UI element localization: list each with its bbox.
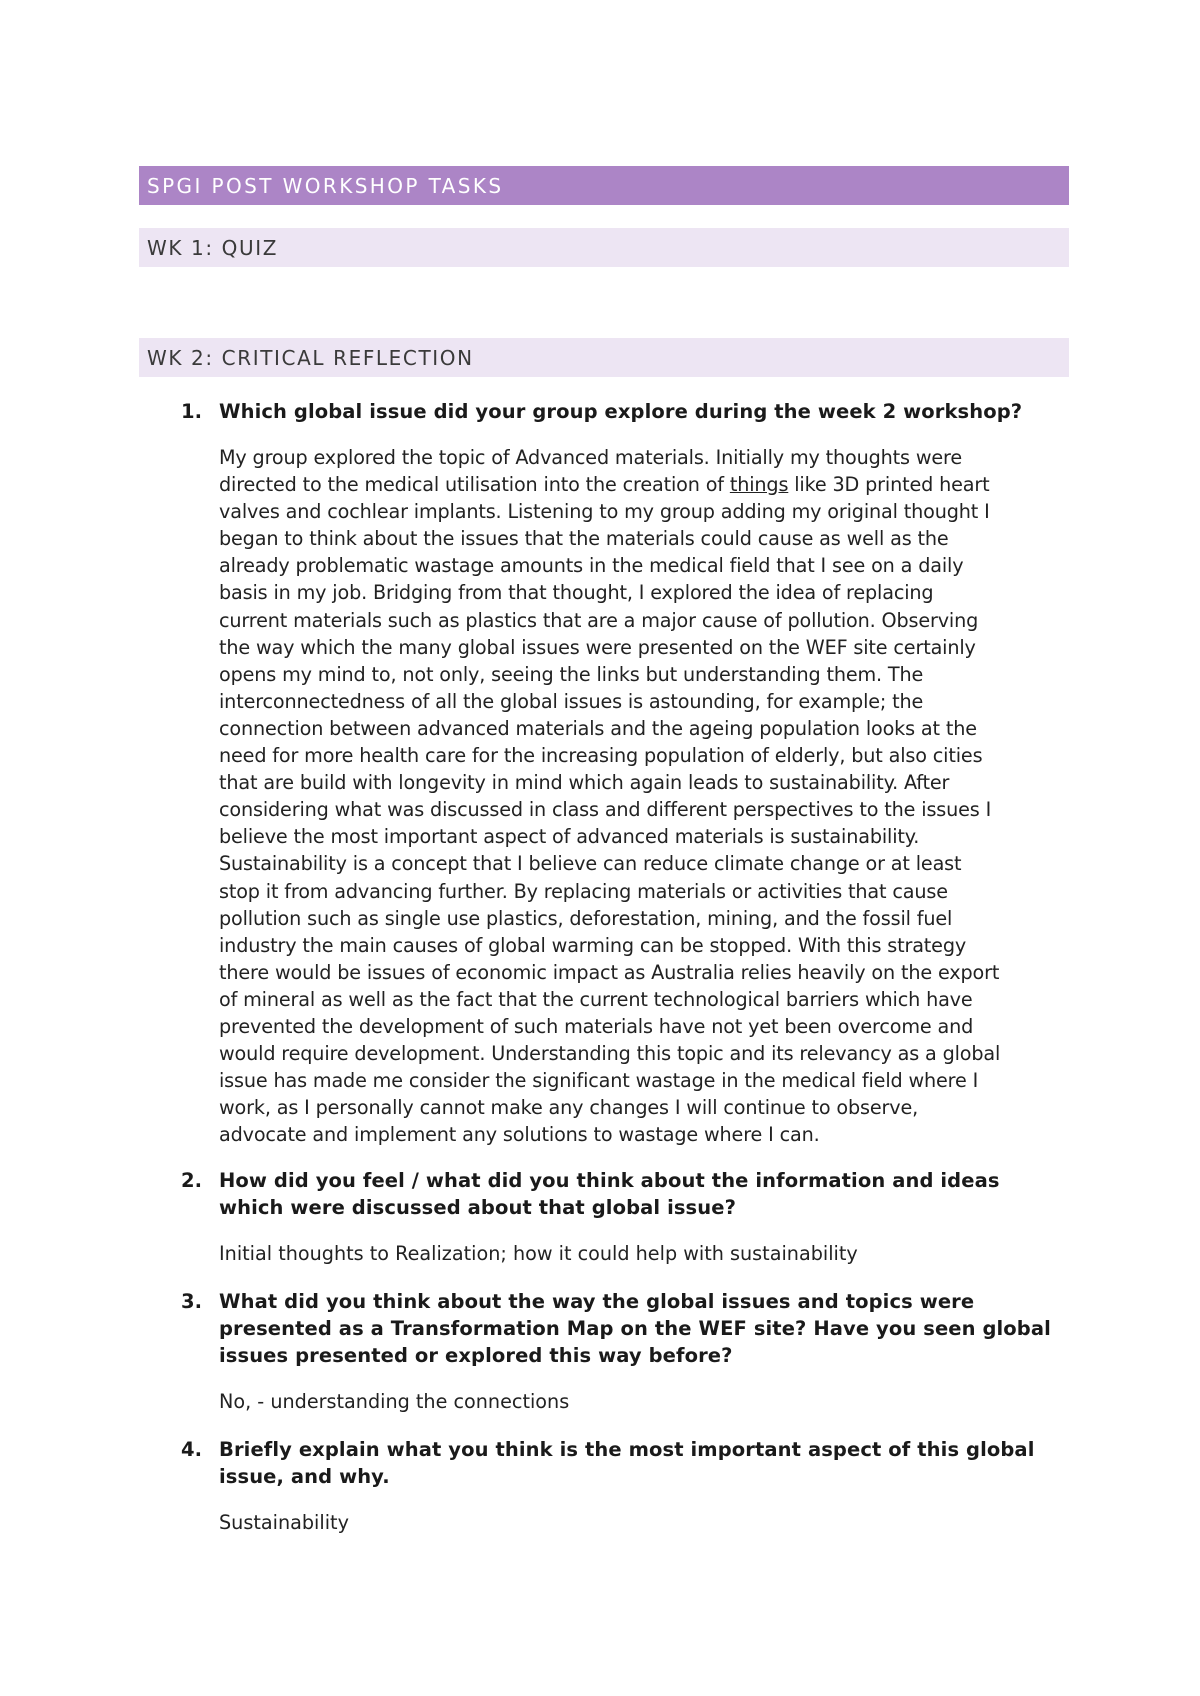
answer-line: there would be issues of economic impact as Australia relies heavily on the export: [219, 960, 1000, 984]
question-text: Which global issue did your group explore during the week 2 workshop?: [219, 400, 1023, 423]
answer-line: [219, 471, 1069, 498]
section-heading-wk1: [139, 228, 1069, 267]
answer-line: already problematic wastage amounts in the medical field that I see on a daily: [219, 554, 964, 578]
answer-line: work, as I personally cannot make any changes I will continue to observe,: [219, 1096, 919, 1120]
answer-text: No, - understanding the connections: [219, 1390, 570, 1414]
answer-text: Initial thoughts to Realization; how it could help with sustainability: [219, 1242, 858, 1266]
answer-line: the way which the many global issues were presented on the WEF site certainly: [219, 635, 976, 659]
document-title-bar: [139, 166, 1069, 205]
answer-line: would require development. Understanding this topic and its relevancy as a global: [219, 1042, 1001, 1066]
answer-line: need for more health care for the increasing population of elderly, but also cities: [219, 744, 983, 768]
answer-line: opens my mind to, not only, seeing the links but understanding them. The: [219, 662, 924, 686]
answer-line: industry the main causes of global warming can be stopped. With this strategy: [219, 933, 967, 957]
answer-line: that are build with longevity in mind which again leads to sustainability. After: [219, 771, 950, 795]
answer-line: valves and cochlear implants. Listening to my group adding my original thought I: [219, 500, 990, 524]
section-heading-wk2: [139, 338, 1069, 377]
question-number: 4.: [181, 1438, 202, 1462]
answer-line: considering what was discussed in class and different perspectives to the issues I: [219, 798, 992, 822]
question-text: Briefly explain what you think is the most important aspect of this global issue, and why.: [219, 1438, 1035, 1489]
answer-line: My group explored the topic of Advanced materials. Initially my thoughts were: [219, 446, 963, 469]
answer-text: Sustainability: [219, 1511, 349, 1535]
question-text: What did you think about the way the global issues and topics were presented as a Transformation Map on the WEF site? Have you seen global issues presented or explored this way before?: [219, 1290, 1051, 1368]
question-list: [139, 398, 1069, 1536]
answer-text: [219, 444, 1069, 1148]
question-item-3: [139, 1288, 1069, 1415]
answer-line: advocate and implement any solutions to wastage where I can.: [219, 1123, 820, 1147]
underlined-word: things: [729, 473, 789, 497]
question-number: 1.: [181, 400, 202, 423]
answer-line: believe the most important aspect of advanced materials is sustainability.: [219, 825, 920, 849]
question-item-4: [139, 1436, 1069, 1536]
answer-line: current materials such as plastics that are a major cause of pollution. Observing: [219, 608, 979, 632]
document-title: SPGI POST WORKSHOP TASKS: [147, 173, 504, 198]
answer-line: interconnectedness of all the global issues is astounding, for example; the: [219, 689, 924, 713]
section-heading-wk1-text: WK 1: QUIZ: [147, 235, 279, 260]
question-number: 2.: [181, 1169, 202, 1193]
answer-line: began to think about the issues that the materials could cause as well as the: [219, 527, 949, 551]
question-number: 3.: [181, 1290, 202, 1314]
answer-line-head: directed to the medical utilisation into the creation of: [219, 473, 730, 497]
answer-line: pollution such as single use plastics, deforestation, mining, and the fossil fuel: [219, 906, 953, 930]
answer-line: basis in my job. Bridging from that thought, I explored the idea of replacing: [219, 581, 934, 605]
question-text: How did you feel / what did you think about the information and ideas which were discussed about that global issue?: [219, 1169, 1000, 1220]
answer-line: of mineral as well as the fact that the current technological barriers which have: [219, 987, 973, 1011]
question-item-2: [139, 1167, 1069, 1267]
answer-line: Sustainability is a concept that I believe can reduce climate change or at least: [219, 852, 962, 876]
answer-line: issue has made me consider the significant wastage in the medical field where I: [219, 1069, 979, 1093]
answer-line-tail: like 3D printed heart: [788, 473, 990, 497]
answer-line: connection between advanced materials and the ageing population looks at the: [219, 716, 977, 740]
section-heading-wk2-text: WK 2: CRITICAL REFLECTION: [147, 345, 474, 370]
answer-line: prevented the development of such materials have not yet been overcome and: [219, 1014, 974, 1038]
answer-line: stop it from advancing further. By replacing materials or activities that cause: [219, 879, 948, 903]
question-item-1: [139, 398, 1069, 1148]
